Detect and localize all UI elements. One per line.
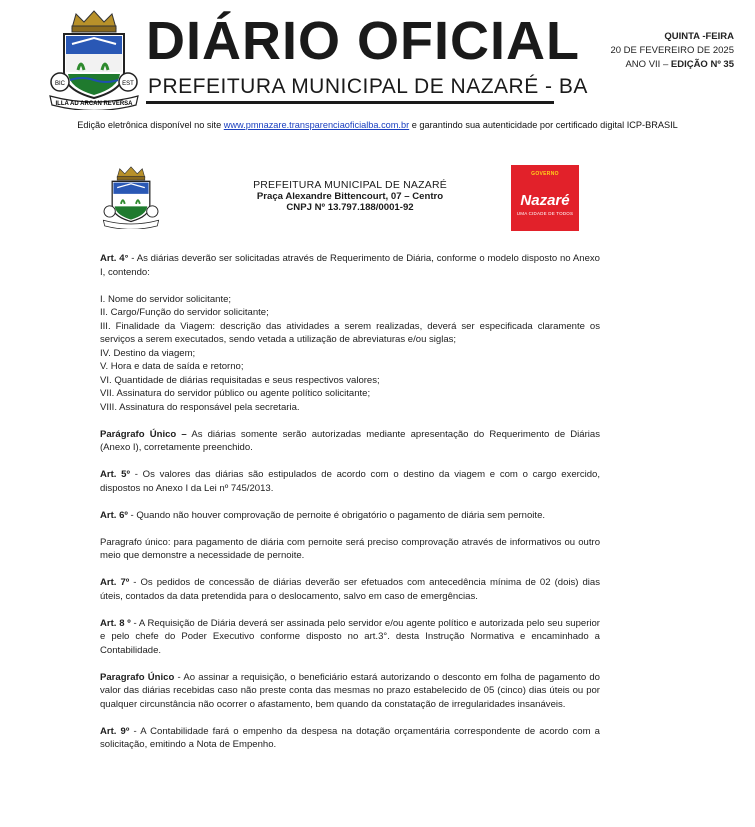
masthead-rule: [146, 101, 554, 104]
newspaper-title: DIÁRIO OFICIAL: [146, 11, 580, 71]
crest-right-text: EST: [122, 81, 134, 87]
nazare-logo: [511, 165, 579, 231]
spacer: [100, 711, 600, 725]
article-5: [100, 468, 600, 495]
spacer: [100, 414, 600, 428]
paragrafo-unico-2: Paragrafo único: para pagamento de diária com pernoite será preciso comprovação através de informativos ou outro meio que demonstre a necessidade de pernoite.: [100, 536, 600, 561]
article-8: [100, 617, 600, 658]
spacer: [100, 522, 600, 536]
article-7-text: - Os pedidos de concessão de diárias deverão ser efetuados com antecedência mínima de 02 (dois) dias úteis, contados da data pretendida para o deslocamento, salvo em caso de emergências.: [100, 577, 600, 602]
letterhead-cnpj: CNPJ Nº 13.797.188/0001-92: [286, 202, 414, 213]
masthead: [0, 0, 755, 118]
nazare-logo-tagline: UMA CIDADE DE TODOS: [516, 211, 574, 216]
article-7-label: Art. 7º: [100, 577, 130, 588]
document-body: [100, 252, 600, 752]
issue-edition-line: [610, 58, 734, 72]
spacer: [100, 455, 600, 469]
letterhead-address: Praça Alexandre Bittencourt, 07 – Centro: [256, 191, 444, 202]
article-7: [100, 576, 600, 603]
prefeitura-crest-icon: [102, 165, 160, 229]
paragrafo-unico-1-text: As diárias somente serão autorizadas mediante apresentação do Requerimento de Diárias (Anexo I), corretamente preenchido.: [100, 428, 600, 453]
paragrafo-unico-1: [100, 428, 600, 455]
letterhead: [220, 180, 480, 213]
crest-motto: ILLA AD ARCAN REVERSA: [55, 101, 133, 107]
transparency-site-link[interactable]: www.pmnazare.transparenciaoficialba.com.br: [223, 120, 410, 130]
list-item: VI. Quantidade de diárias requisitadas e seus respectivos valores;: [100, 374, 380, 386]
list-item: IV. Destino da viagem;: [100, 347, 196, 359]
list-item: VII. Assinatura do servidor público ou agente político solicitante;: [100, 388, 371, 399]
letterhead-name: PREFEITURA MUNICIPAL DE NAZARÉ: [253, 179, 447, 191]
issue-info: [610, 30, 734, 72]
paragrafo-unico-3-label: Paragrafo Único: [100, 671, 175, 683]
article-4: [100, 252, 600, 279]
article-9-text: - A Contabilidade fará o empenho da despesa na dotação orçamentária correspondente de acordo com a solicitação, emitindo a Nota de Empenho.: [100, 725, 600, 750]
issue-volume: ANO VII –: [625, 59, 669, 70]
article-6-label: Art. 6º: [100, 509, 128, 521]
edition-note-after: e garantindo sua autenticidade por certificado digital ICP-BRASIL: [409, 120, 678, 130]
spacer: [100, 657, 600, 671]
article-5-label: Art. 5º: [100, 469, 130, 480]
article-4-label: Art. 4°: [100, 253, 129, 264]
article-6-text: - Quando não houver comprovação de pernoite é obrigatório o pagamento de diária sem pernoite.: [127, 509, 546, 521]
article-9-label: Art. 9º: [100, 725, 130, 737]
paragrafo-unico-1-label: Parágrafo Único –: [100, 428, 187, 440]
list-item: I. Nome do servidor solicitante;: [100, 293, 232, 305]
nazare-logo-top: GOVERNO: [531, 171, 559, 177]
spacer: [100, 603, 600, 617]
paragrafo-unico-3: [100, 671, 600, 712]
edition-note: [0, 120, 755, 130]
article-8-text: - A Requisição de Diária deverá ser assinada pelo servidor e/ou agente político e autorizada pelo seu superior e pelo chefe do Poder Executivo conforme disposto no art.3°. desta Instrução Normativa e encaminhado a Contabilidade.: [100, 617, 600, 656]
spacer: [100, 495, 600, 509]
article-5-text: - Os valores das diárias são estipulados de acordo com o destino da viagem e com o cargo exercido, dispostos no Anexo I da Lei nº 745/2013.: [100, 469, 600, 494]
newspaper-subtitle: PREFEITURA MUNICIPAL DE NAZARÉ - BA: [148, 75, 588, 98]
article-4-text: - As diárias deverão ser solicitadas através de Requerimento de Diária, conforme o modelo disposto no Anexo I, contendo:: [100, 253, 600, 278]
article-9: [100, 725, 600, 752]
article-6: [100, 509, 600, 523]
issue-date: 20 DE FEVEREIRO DE 2025: [610, 45, 734, 56]
crest-left-text: BIC: [54, 81, 66, 87]
list-item: VIII. Assinatura do responsável pela secretaria.: [100, 401, 300, 413]
article-8-label: Art. 8 º: [100, 617, 131, 629]
nazare-logo-word: Nazaré: [520, 192, 570, 209]
issue-edition: EDIÇÃO Nº 35: [670, 59, 734, 70]
list-item: III. Finalidade da Viagem: descrição das atividades a serem realizadas, deverá ser especificada claramente os serviços a serem executados, sendo vetada a utilização de abreviaturas e/ou siglas;: [100, 320, 600, 345]
spacer: [100, 279, 600, 293]
paragrafo-unico-3-text: - Ao assinar a requisição, o beneficiário estará autorizando o desconto em folha de pagamento do valor das diárias recebidas caso não preste conta das mesmas no prazo estabelecido de 05 (cinco) dias úteis ou por qualquer circunstância não ocorrer o afastamento, bem quando da constatação de irregularidades insanáveis.: [100, 671, 600, 710]
list-item: V. Hora e data de saída e retorno;: [100, 361, 244, 372]
issue-weekday: QUINTA -FEIRA: [664, 31, 734, 42]
edition-note-before: Edição eletrônica disponível no site: [77, 120, 224, 130]
municipal-crest-icon: [48, 8, 140, 110]
spacer: [100, 563, 600, 577]
list-item: II. Cargo/Função do servidor solicitante;: [100, 307, 269, 318]
